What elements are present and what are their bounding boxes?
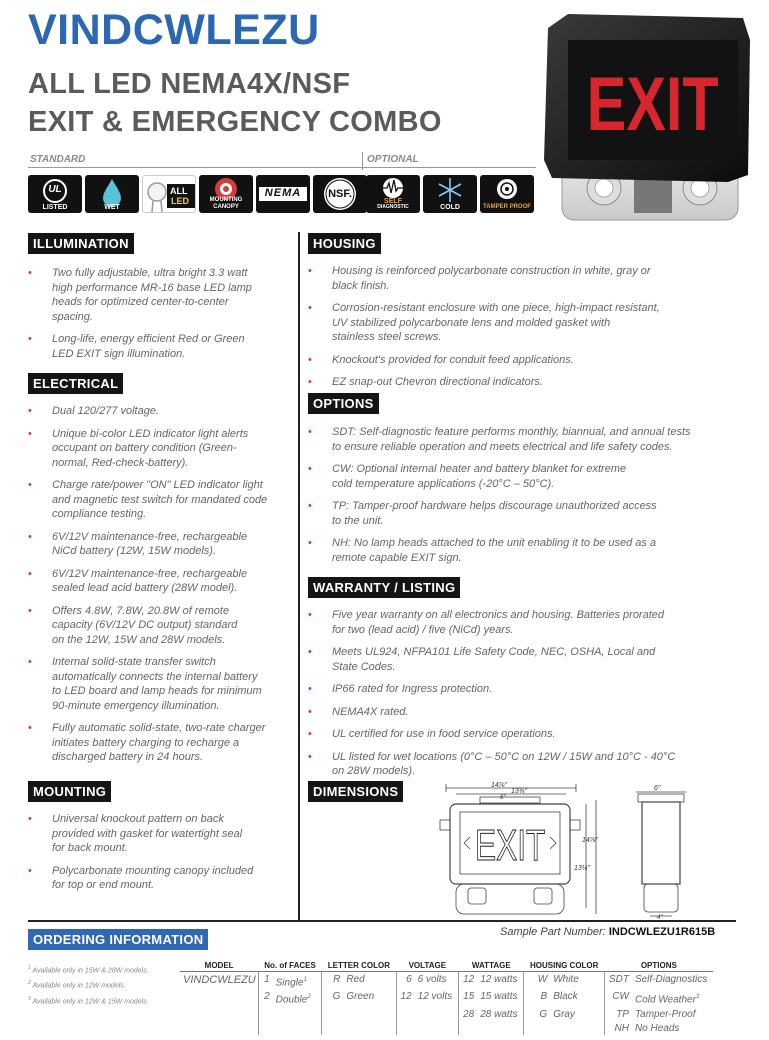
list-item xyxy=(28,332,296,361)
list-item-line: • SDT: Self-diagnostic feature performs monthly, biannual, and annual tests xyxy=(332,426,691,438)
list-item-line: • UL certified for use in food service operations. xyxy=(332,728,556,740)
page-title: VINDCWLEZU xyxy=(28,6,320,54)
ul-mark: UL xyxy=(48,184,62,195)
list-item-line: 90-minute emergency illumination. xyxy=(52,699,220,712)
cold-caption: COLD xyxy=(440,204,460,211)
mounting-caption: MOUNTING CANOPY xyxy=(209,197,243,210)
list-item-line: • Internal solid-state transfer switch xyxy=(52,656,216,668)
list-item xyxy=(28,567,296,596)
list-item-line: • EZ snap-out Chevron directional indicators. xyxy=(332,376,543,388)
list-item-line: • Knockout's provided for conduit feed applications. xyxy=(332,353,574,366)
ordering-notes xyxy=(28,962,149,1008)
list-item-line: high performance MR-16 base LED lamp xyxy=(52,281,252,294)
column-divider xyxy=(298,232,300,920)
list-item xyxy=(308,608,738,637)
table-row: 28 28 watts G Gray TP Tamper-Proof xyxy=(180,1007,713,1021)
list-item xyxy=(28,266,296,324)
sample-value: INDCWLEZU1R615B xyxy=(608,926,716,938)
tamper-caption: TAMPER PROOF xyxy=(483,204,531,210)
list-item xyxy=(308,499,738,528)
list-item xyxy=(308,705,738,720)
list-item-line: • Unique bi-color LED indicator light alerts xyxy=(52,427,249,440)
nsf-icon xyxy=(313,175,367,213)
sample-part-number xyxy=(500,926,715,938)
all-led-icon xyxy=(142,175,196,213)
note-1: $^1$ Available only in 15W & 28W models. xyxy=(28,965,149,975)
list-item xyxy=(28,812,296,856)
note-2: $^2$ Available only in 12W models. xyxy=(28,980,126,990)
product-subtitle-line2: EXIT & EMERGENCY COMBO xyxy=(28,106,442,138)
list-item-line: provided with gasket for watertight seal xyxy=(52,827,243,840)
list-item xyxy=(28,530,296,559)
list-item xyxy=(308,645,738,674)
badge-separator xyxy=(362,152,363,170)
list-item-line: on the 12W, 15W and 28W models. xyxy=(52,633,226,646)
list-item xyxy=(308,536,738,565)
dim-side-bottom: 4" xyxy=(657,915,663,920)
ul-caption: LISTED xyxy=(42,204,68,211)
list-item-line: • Dual 120/277 voltage. xyxy=(52,405,160,417)
list-item xyxy=(308,353,738,368)
list-item-line: LED EXIT sign illumination. xyxy=(52,347,186,360)
model-value: VINDCWLEZU xyxy=(183,974,256,986)
list-item-line: • Corrosion-resistant enclosure with one piece, high-impact resistant, xyxy=(332,302,660,314)
product-exit-text: EXIT xyxy=(586,61,719,147)
list-item xyxy=(308,750,738,779)
list-item-line: capacity (6V/12V DC output) standard xyxy=(52,619,238,631)
list-item-line: remote capable EXIT sign. xyxy=(332,551,462,564)
electrical-header: ELECTRICAL xyxy=(28,373,123,394)
wet-location-icon xyxy=(85,175,139,213)
housing-header: HOUSING xyxy=(308,233,381,254)
list-item-line: to ensure reliable operation and meets electrical and life safety codes. xyxy=(332,440,673,453)
list-item-line: • Offers 4.8W, 7.8W, 20.8W of remote xyxy=(52,604,230,617)
list-item-line: • Two fully adjustable, ultra bright 3.3 watt xyxy=(52,267,248,279)
list-item-line: compliance testing. xyxy=(52,508,147,520)
dim-width-inner: 6" xyxy=(500,795,506,801)
list-item-line: UV stabilized polycarbonate lens and molded gasket with xyxy=(332,316,611,329)
list-item xyxy=(308,727,738,742)
list-item-line: • Polycarbonate mounting canopy included xyxy=(52,864,254,877)
list-item-line: for two (lead acid) / five (NiCd) years. xyxy=(332,623,514,636)
list-item xyxy=(28,427,296,471)
list-item-line: • Five year warranty on all electronics and housing. Batteries prorated xyxy=(332,609,665,621)
list-item-line: • 6V/12V maintenance-free, rechargeable xyxy=(52,567,248,580)
note-3: $^3$ Available only in 12W & 15W models. xyxy=(28,995,149,1005)
dim-width-mid: 13¾" xyxy=(511,788,528,795)
list-item-line: • Universal knockout pattern on back xyxy=(52,813,224,825)
list-item-line: discharged battery in 24 hours. xyxy=(52,751,204,763)
dim-side-top: 6" xyxy=(654,785,661,792)
mounting-canopy-icon xyxy=(199,175,253,213)
badge-divider xyxy=(28,167,536,168)
list-item xyxy=(28,604,296,648)
col-faces: No. of FACES xyxy=(258,960,322,972)
list-item xyxy=(28,478,296,522)
col-wattage: WATTAGE xyxy=(459,960,524,972)
list-item-line: occupant on battery condition (Green- xyxy=(52,442,237,454)
dimensions-drawing xyxy=(436,780,736,920)
nema-icon xyxy=(256,175,310,213)
list-item-line: heads for optimized center-to-center xyxy=(52,296,229,308)
dim-exit-text: EXIT xyxy=(474,820,546,871)
list-item xyxy=(308,264,738,293)
list-item-line: NiCd battery (12W, 15W models). xyxy=(52,545,217,557)
list-item-line: • 6V/12V maintenance-free, rechargeable xyxy=(52,530,248,543)
list-item xyxy=(308,462,738,491)
all-led-mark-all: ALL xyxy=(170,186,188,196)
dim-height-inner: 13¼" xyxy=(574,865,591,872)
col-letter-color: LETTER COLOR xyxy=(322,960,396,972)
cold-snowflake-icon xyxy=(423,175,477,213)
ordering-divider xyxy=(28,920,736,922)
list-item xyxy=(308,425,738,454)
list-item xyxy=(308,375,738,390)
warranty-header: WARRANTY / LISTING xyxy=(308,577,460,598)
self-diagnostic-icon xyxy=(366,175,420,213)
list-item xyxy=(28,655,296,713)
list-item-line: • UL listed for wet locations (0°C – 50°C on 12W / 15W and 10°C - 40°C xyxy=(332,750,676,763)
standard-label: STANDARD xyxy=(30,154,86,165)
list-item-line: • Meets UL924, NFPA101 Life Safety Code, NEC, OSHA, Local and xyxy=(332,646,656,658)
nema-mark: NEMA xyxy=(264,187,302,199)
sample-label: Sample Part Number: xyxy=(500,926,606,938)
list-item-line: on 28W models). xyxy=(332,765,416,777)
list-item-line: cold temperature applications (-20°C – 50°C). xyxy=(332,477,555,490)
product-subtitle-line1: ALL LED NEMA4X/NSF xyxy=(28,68,351,100)
list-item xyxy=(308,682,738,697)
list-item-line: spacing. xyxy=(52,310,93,323)
table-row: VINDCWLEZU 1 Single$^1$ R Red 6 6 volts 12 12 watts W White SDT Self-Diagnostics xyxy=(180,972,713,990)
list-item-line: • NH: No lamp heads attached to the unit enabling it to be used as a xyxy=(332,537,657,549)
list-item xyxy=(28,864,296,893)
options-list xyxy=(308,425,738,573)
list-item-line: automatically connects the internal battery xyxy=(52,670,258,683)
list-item-line: • NEMA4X rated. xyxy=(332,705,409,718)
list-item-line: State Codes. xyxy=(332,660,396,673)
list-item xyxy=(28,721,296,765)
ordering-table xyxy=(180,960,713,1035)
product-image xyxy=(538,10,753,240)
list-item-line: normal, Red-check-battery). xyxy=(52,456,189,469)
wet-caption: WET xyxy=(104,204,120,211)
list-item-line: • Housing is reinforced polycarbonate construction in white, gray or xyxy=(332,265,651,277)
list-item-line: to LED board and lamp heads for minimum xyxy=(52,685,262,697)
list-item-line: for top or end mount. xyxy=(52,879,155,891)
list-item-line: sealed lead acid battery (28W model). xyxy=(52,582,238,594)
table-row: 2 Double$^2$ G Green 12 12 volts 15 15 watts B Black CW Cold Weather$^3$ xyxy=(180,989,713,1006)
dimensions-header: DIMENSIONS xyxy=(308,781,403,802)
all-led-mark-led: LED xyxy=(171,196,189,206)
table-row: NH No Heads xyxy=(180,1021,713,1035)
warranty-list xyxy=(308,608,738,787)
mounting-list xyxy=(28,812,296,901)
self-caption: SELF xyxy=(384,198,402,205)
list-item-line: • TP: Tamper-proof hardware helps discourage unauthorized access xyxy=(332,500,657,512)
diagnostic-caption: DIAGNOSTIC xyxy=(377,204,409,210)
ul-listed-icon xyxy=(28,175,82,213)
options-header: OPTIONS xyxy=(308,393,379,414)
optional-label: OPTIONAL xyxy=(367,154,419,165)
list-item-line: and magnetic test switch for mandated code xyxy=(52,493,268,506)
electrical-list xyxy=(28,404,296,773)
list-item-line: • IP66 rated for Ingress protection. xyxy=(332,683,493,695)
list-item-line: initiates battery charging to recharge a xyxy=(52,736,240,749)
housing-list xyxy=(308,264,738,398)
list-item-line: black finish. xyxy=(332,279,390,292)
illumination-list xyxy=(28,266,296,369)
tamper-proof-icon xyxy=(480,175,534,213)
list-item-line: • Charge rate/power "ON" LED indicator light xyxy=(52,479,263,491)
list-item-line: stainless steel screws. xyxy=(332,331,442,343)
col-options: OPTIONS xyxy=(604,960,713,972)
list-item-line: • Long-life, energy efficient Red or Green xyxy=(52,333,245,345)
list-item-line: • Fully automatic solid-state, two-rate charger xyxy=(52,722,266,734)
col-model: MODEL xyxy=(180,960,258,972)
nsf-mark: NSF. xyxy=(328,188,352,200)
list-item-line: for back mount. xyxy=(52,842,128,854)
col-voltage: VOLTAGE xyxy=(396,960,459,972)
illumination-header: ILLUMINATION xyxy=(28,233,134,254)
ordering-header: ORDERING INFORMATION xyxy=(28,929,208,950)
mounting-header: MOUNTING xyxy=(28,781,111,802)
col-housing-color: HOUSING COLOR xyxy=(524,960,604,972)
list-item-line: to the unit. xyxy=(332,514,384,527)
dim-width-outer: 14⅞" xyxy=(491,782,508,789)
list-item-line: • CW: Optional internal heater and battery blanket for extreme xyxy=(332,463,627,475)
dim-height-outer: 14⅞" xyxy=(582,837,599,844)
list-item xyxy=(28,404,296,419)
list-item xyxy=(308,301,738,345)
